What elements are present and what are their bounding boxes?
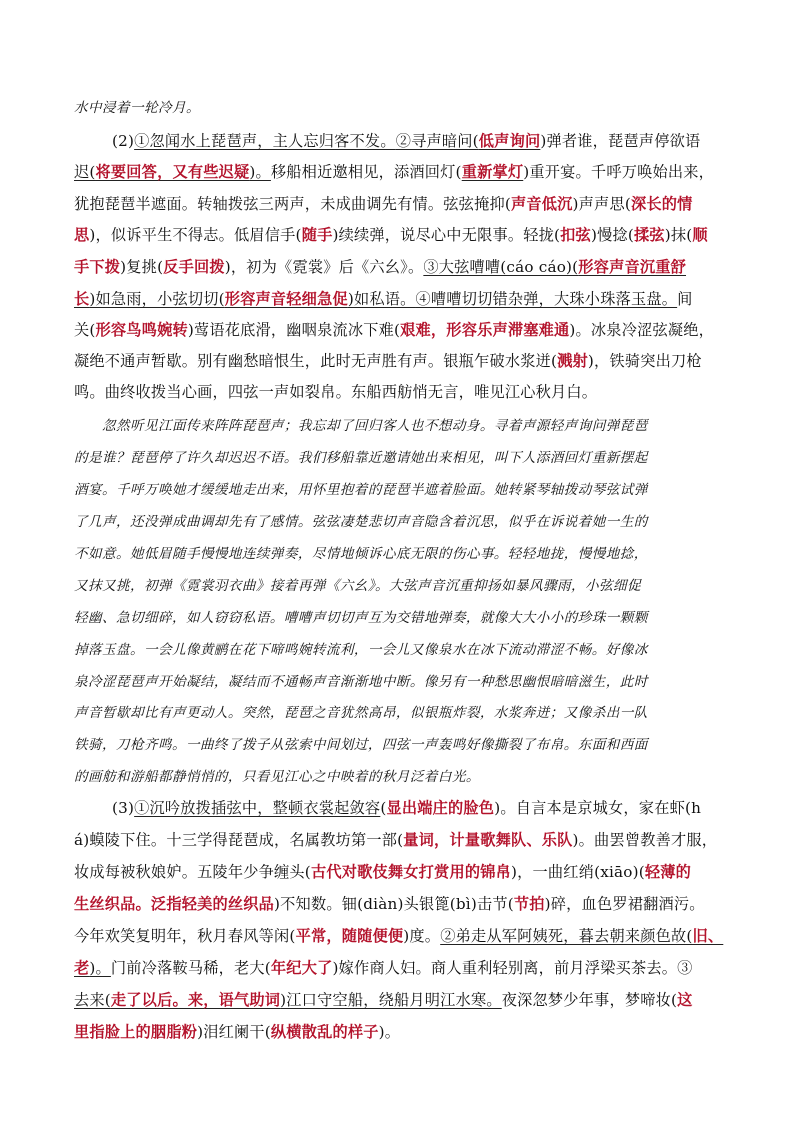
text-segment: ②寻声暗问( — [395, 132, 479, 150]
text-segment: )弹者谁，琵琶声停欲语 — [540, 132, 701, 150]
text-segment: 凝绝不通声暂歇。别有幽愁暗恨生，此时无声胜有声。银瓶乍破水浆迸( — [74, 352, 558, 370]
poem-text-line — [74, 989, 724, 1010]
annotation-text: 平常，随随便便 — [295, 927, 404, 945]
text-segment: )，一曲红绡(xiāo)( — [511, 863, 645, 881]
annotation-text: 艰难，形容乐声滞塞难通 — [400, 321, 570, 339]
text-segment: 的画舫和游船都静悄悄的，只看见江心之中映着的秋月泛着白光。 — [74, 769, 480, 785]
annotation-text: 溅射 — [557, 352, 588, 370]
text-segment: 忽然听见江面传来阵阵琵琶声；我忘却了回归客人也不想动身。寻着声源轻声询问弹琵琶 — [102, 418, 648, 434]
annotation-text: 这 — [677, 991, 693, 1009]
translation-text-line — [74, 670, 724, 690]
text-segment: 移船相近邀相见，添酒回灯( — [270, 163, 462, 181]
poem-text-line — [74, 350, 724, 371]
text-segment: 掉落玉盘。一会儿像黄鹂在花下啼鸣婉转流利，一会儿又像泉水在冰下流动滞涩不畅。好像冰 — [74, 642, 648, 658]
annotation-text: 纵横散乱的样子 — [270, 1023, 379, 1041]
text-segment: 酒宴。千呼万唤她才缓缓地走出来，用怀里抱着的琵琶半遮着脸面。她转紧琴轴拨动琴弦试弹 — [74, 482, 648, 498]
text-segment: (3) — [112, 799, 135, 817]
text-segment: 声音暂歇却比有声更动人。突然，琵琶之音犹然高昂，似银瓶炸裂，水浆奔迸；又像杀出一队 — [74, 705, 648, 721]
annotation-text: 随手 — [301, 226, 333, 244]
text-segment: )。冰泉冷涩弦凝绝， — [569, 321, 715, 339]
annotation-text: 扣弦 — [560, 226, 591, 244]
text-segment: 犹抱琵琶半遮面。转轴拨弦三两声，未成曲调先有情。弦弦掩抑( — [74, 195, 511, 213]
text-segment: ③大弦嘈嘈(cáo cáo)( — [423, 258, 579, 276]
text-segment: )。自言本是京城女，家在虾(h — [494, 799, 702, 817]
annotation-text: 里指脸上的胭脂粉 — [74, 1023, 198, 1041]
text-segment: 水中浸着一轮冷月。 — [74, 100, 200, 116]
text-segment: 鸣。曲终收拨当心画，四弦一声如裂帛。东船西舫悄无言，唯见江心秋月白。 — [74, 383, 598, 401]
text-segment: )。曲罢曾教善才服， — [572, 831, 718, 849]
annotation-text: 深长的情 — [630, 195, 693, 213]
text-segment: 的是谁？琵琶停了许久却迟迟不语。我们移船靠近邀请她出来相见，叫下人添酒回灯重新摆起 — [74, 450, 648, 466]
poem-text-line — [74, 797, 762, 818]
text-segment: )江口守空船，绕船月明江水寒。 — [280, 991, 502, 1009]
translation-text-line — [74, 574, 724, 594]
text-segment: )泪红阑干( — [197, 1023, 271, 1041]
annotation-text: 声音低沉 — [510, 195, 573, 213]
text-segment: ①沉吟放拨插弦中，整顿衣裳起敛容 — [134, 799, 381, 817]
text-segment: )不知数。钿(diàn)头银篦(bì)击节( — [274, 895, 514, 913]
poem-text-line — [74, 319, 724, 340]
poem-text-line — [74, 288, 724, 309]
poem-text-line — [74, 256, 724, 277]
text-segment: 关( — [74, 321, 96, 339]
text-segment: )重开宴。千呼万唤始出来， — [523, 163, 715, 181]
translation-text-line — [74, 733, 724, 753]
text-segment: )，初为《霓裳》后《六幺》。 — [224, 258, 424, 276]
text-segment: )碎，血色罗裙翻酒污。 — [544, 895, 705, 913]
annotation-text: 形容声音轻细急促 — [224, 290, 348, 308]
poem-text-line — [74, 1021, 724, 1042]
translation-text-line — [74, 446, 724, 466]
annotation-text: 将要回答，又有些迟疑 — [95, 163, 250, 181]
text-segment: 轻幽、急切细碎，如人窃窃私语。嘈嘈声切切声互为交错地弹奏，就像大大小小的珍珠一颗颗 — [74, 610, 648, 626]
annotation-text: 老 — [74, 959, 90, 977]
text-segment: )如私语。 — [347, 290, 416, 308]
poem-text-line — [74, 957, 724, 978]
text-segment: 妆成每被秋娘妒。五陵年少争缠头( — [74, 863, 311, 881]
annotation-text: 反手回拨 — [163, 258, 225, 276]
annotation-text: 年纪大了 — [270, 959, 333, 977]
text-segment: (2) — [112, 132, 135, 150]
text-segment: 夜深忽梦少年事，梦啼妆( — [501, 991, 678, 1009]
translation-text-line — [74, 765, 724, 785]
poem-text-line — [74, 224, 724, 245]
poem-text-line — [74, 829, 724, 850]
text-segment: á)蟆陵下住。十三学得琵琶成，名属教坊第一部( — [74, 831, 404, 849]
annotation-text: 轻薄的 — [644, 863, 692, 881]
annotation-text: 形容鸟鸣婉转 — [95, 321, 188, 339]
poem-text-line — [74, 193, 724, 214]
text-segment: 泉冷涩琵琶声开始凝结，凝结而不通畅声音渐渐地中断。像另有一种愁思幽恨暗暗滋生，此时 — [74, 674, 648, 690]
translation-text-line — [74, 701, 724, 721]
translation-text-line — [74, 638, 724, 658]
text-segment: )如急雨，小弦切切( — [89, 290, 225, 308]
text-segment: )。 — [378, 1023, 401, 1041]
text-segment: 去来( — [74, 991, 111, 1009]
annotation-text: 手下拨 — [74, 258, 121, 276]
annotation-text: 长 — [74, 290, 90, 308]
text-segment: 间 — [677, 290, 693, 308]
translation-text-line — [74, 542, 724, 562]
poem-text-line — [74, 861, 724, 882]
text-segment: )度。 — [403, 927, 441, 945]
text-segment: 了几声，还没弹成曲调却先有了感情。弦弦凄楚悲切声音隐含着沉思，似乎在诉说着她一生的 — [74, 514, 648, 530]
text-segment: )。 — [89, 959, 111, 977]
annotation-text: 旧、 — [692, 927, 724, 945]
poem-text-line — [74, 161, 724, 182]
text-segment: 不如意。她低眉随手慢慢地连续弹奏，尽情地倾诉心底无限的伤心事。轻轻地拢，慢慢地捻， — [74, 546, 648, 562]
annotation-text: 思 — [74, 226, 90, 244]
poem-text-line — [74, 130, 762, 151]
text-segment: )嫁作商人妇。商人重利轻别离，前月浮梁买茶去。③ — [332, 959, 693, 977]
text-segment: )。 — [249, 163, 271, 181]
text-segment: )慢捻( — [590, 226, 634, 244]
text-segment: ①忽闻水上琵琶声，主人忘归客不发。 — [134, 132, 396, 150]
text-segment: )，似诉平生不得志。低眉信手( — [89, 226, 302, 244]
translation-text-line — [74, 510, 724, 530]
text-segment: )抹( — [664, 226, 693, 244]
text-segment: 又抹又挑，初弹《霓裳羽衣曲》接着再弹《六幺》。大弦声音沉重抑扬如暴风骤雨，小弦细促 — [74, 578, 641, 594]
text-segment: 铁骑，刀枪齐鸣。一曲终了拨子从弦索中间划过，四弦一声轰鸣好像撕裂了布帛。东面和西面 — [74, 737, 648, 753]
annotation-text: 重新掌灯 — [461, 163, 524, 181]
text-segment: )莺语花底滑，幽咽泉流冰下难( — [187, 321, 401, 339]
text-segment: )复挑( — [120, 258, 164, 276]
translation-text-line — [74, 606, 724, 626]
text-segment: 迟( — [74, 163, 96, 181]
text-segment: ( — [380, 799, 387, 817]
poem-text-line — [74, 925, 724, 946]
annotation-text: 走了以后。来，语气助词 — [110, 991, 281, 1009]
translation-text-line — [74, 478, 724, 498]
translation-text-line — [74, 96, 724, 116]
annotation-text: 显出端庄的脸色 — [386, 799, 495, 817]
text-segment: ④嘈嘈切切错杂弹，大珠小珠落玉盘。 — [415, 290, 678, 308]
annotation-text: 生丝织品。泛指轻美的丝织品 — [74, 895, 275, 913]
text-segment: )续续弹，说尽心中无限事。轻拢( — [332, 226, 561, 244]
annotation-text: 古代对歌伎舞女打赏用的锦帛 — [310, 863, 511, 881]
text-segment: 今年欢笑复明年，秋月春风等闲( — [74, 927, 296, 945]
annotation-text: 低声询问 — [478, 132, 541, 150]
annotation-text: 揉弦 — [633, 226, 665, 244]
text-segment: ②弟走从军阿姨死，暮去朝来颜色故( — [440, 927, 693, 945]
text-segment: 门前冷落鞍马稀，老大( — [110, 959, 271, 977]
annotation-text: 形容声音沉重舒 — [578, 258, 687, 276]
text-segment: )声声思( — [572, 195, 631, 213]
annotation-text: 顺 — [692, 226, 708, 244]
annotation-text: 量词，计量歌舞队、乐队 — [403, 831, 573, 849]
poem-text-line — [74, 893, 724, 914]
text-segment: )，铁骑突出刀枪 — [587, 352, 702, 370]
translation-text-line — [74, 414, 752, 434]
annotation-text: 节拍 — [513, 895, 545, 913]
poem-text-line — [74, 381, 724, 402]
